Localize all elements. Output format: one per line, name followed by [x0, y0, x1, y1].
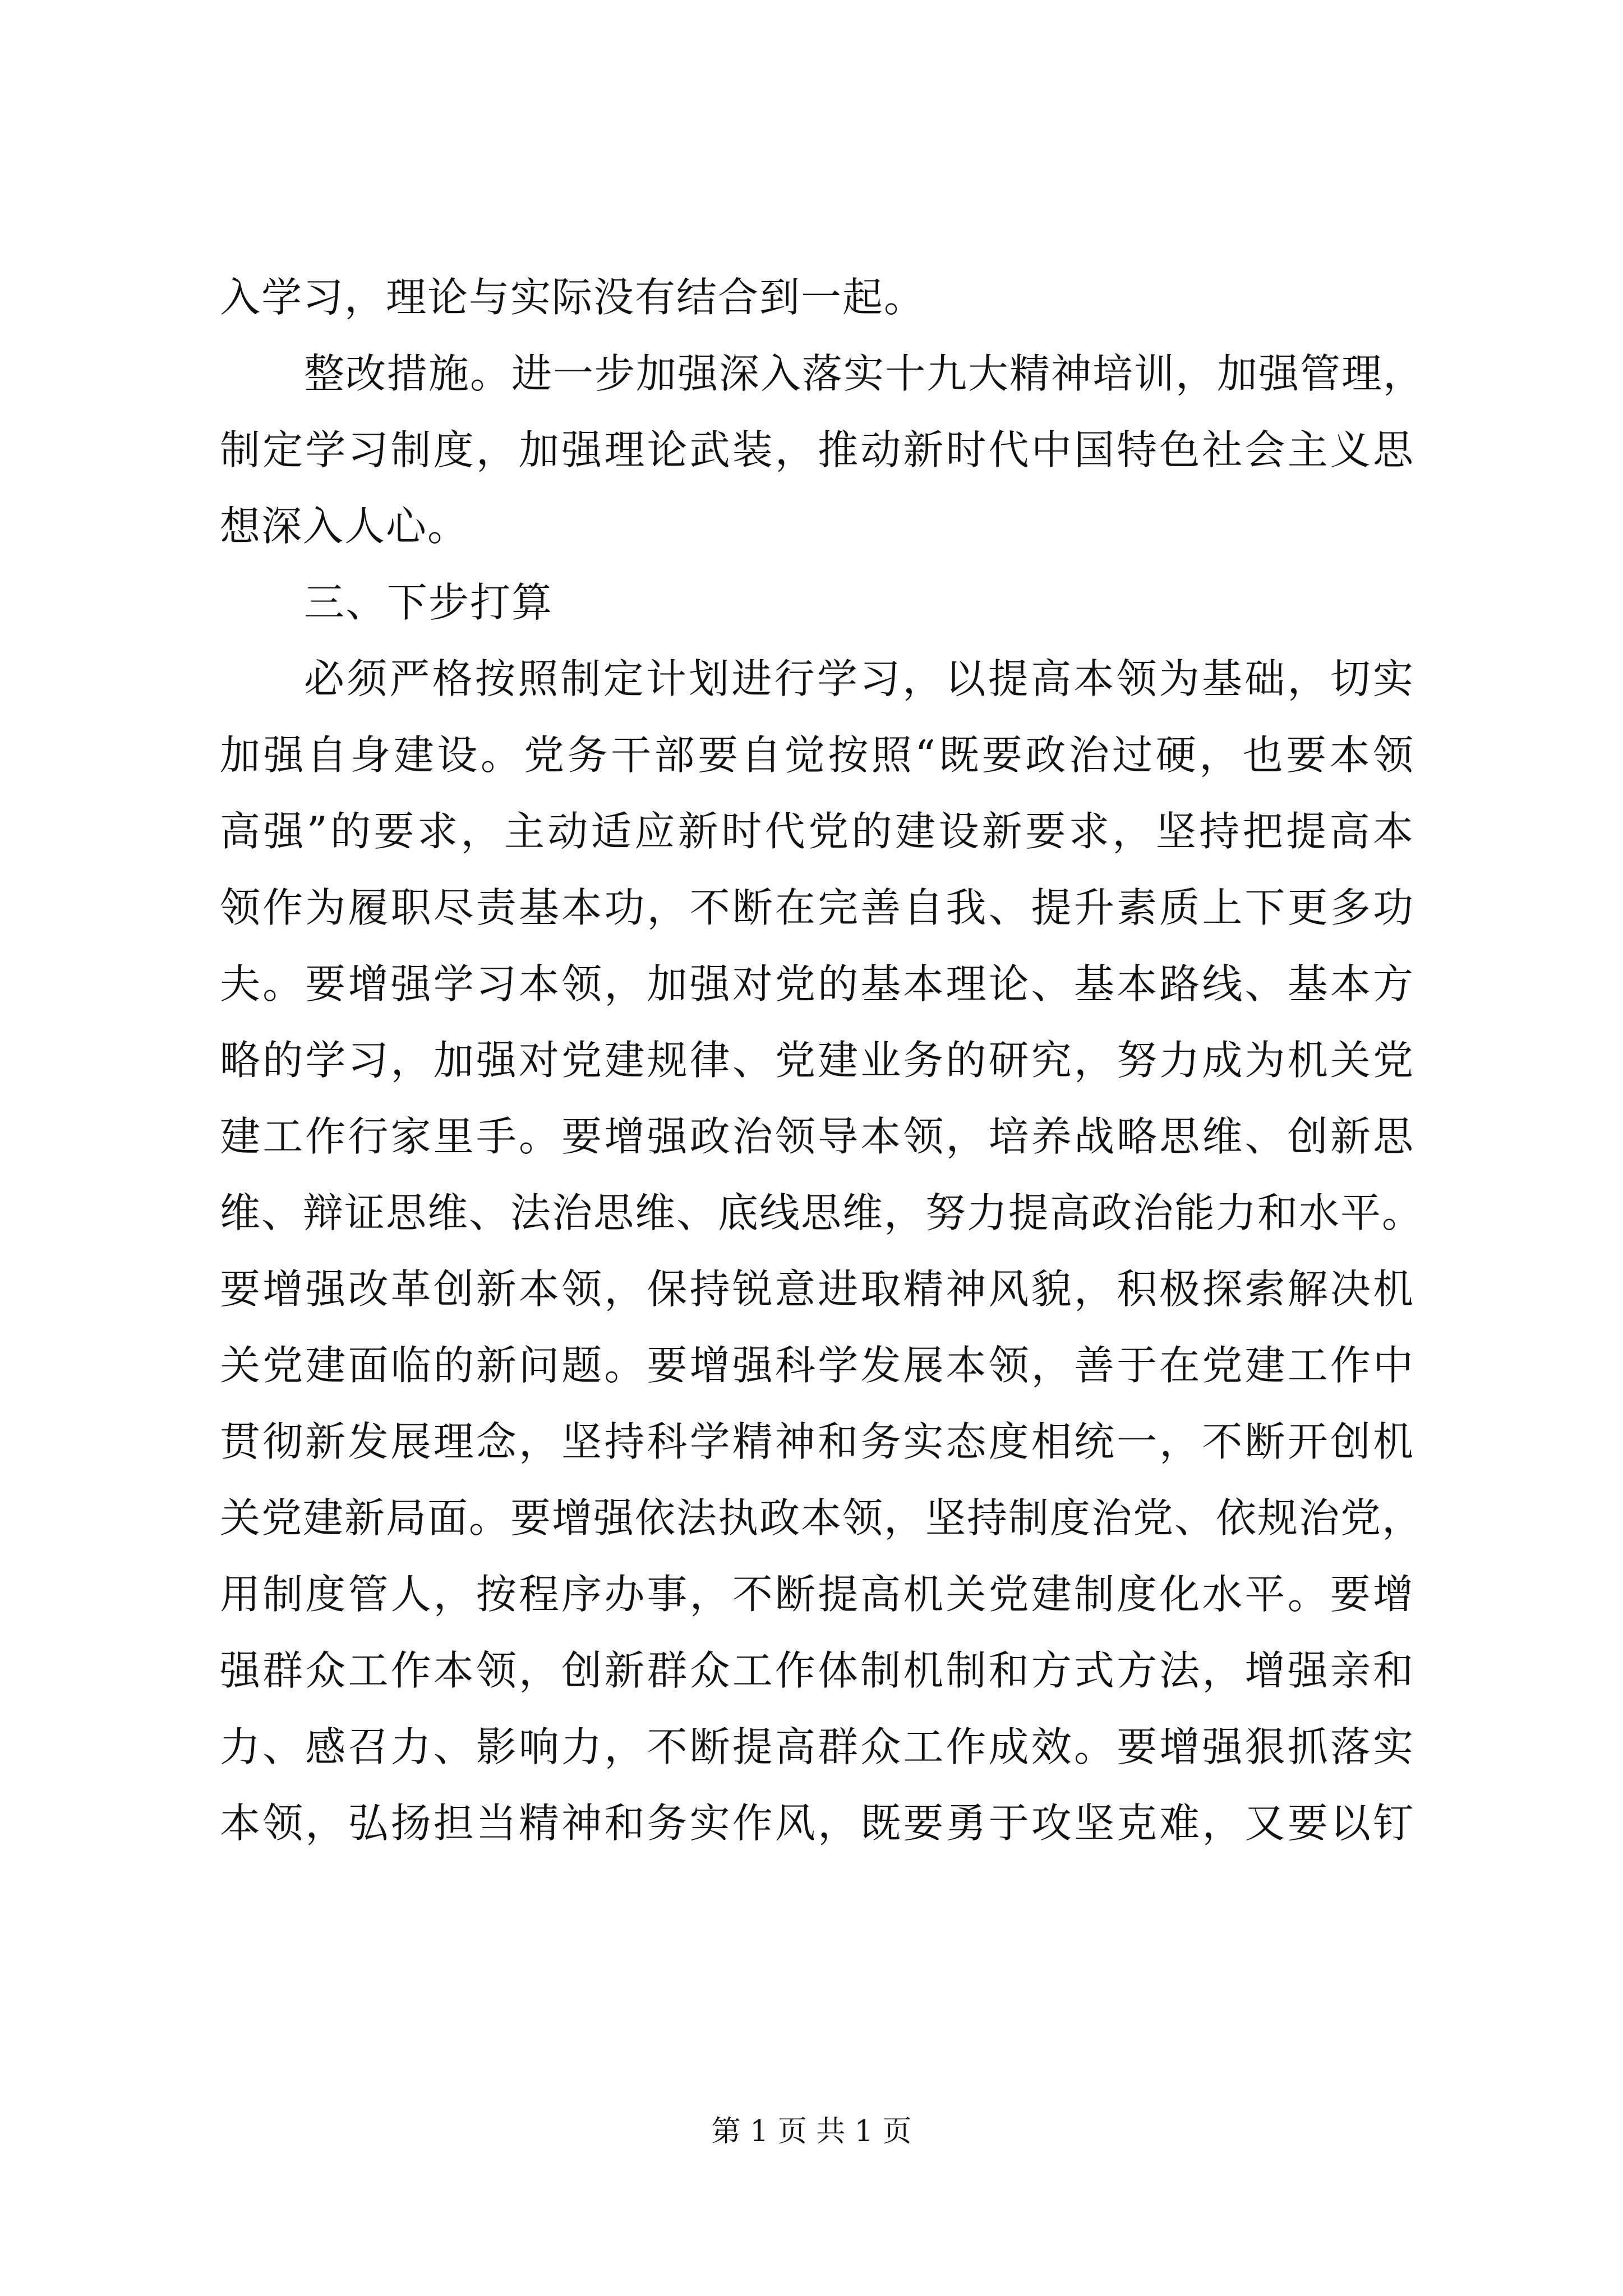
- text-line: 力、感召力、影响力，不断提高群众工作成效。要增强狠抓落实: [220, 1723, 1414, 1770]
- text-line: 强群众工作本领，创新群众工作体制机制和方式方法，增强亲和: [220, 1647, 1414, 1694]
- document-body: [220, 259, 1425, 1861]
- text-line: 用制度管人，按程序办事，不断提高机关党建制度化水平。要增: [220, 1571, 1414, 1618]
- text-line: 三、下步打算: [304, 579, 554, 626]
- text-line: 建工作行家里手。要增强政治领导本领，培养战略思维、创新思: [220, 1113, 1414, 1160]
- text-line: 关党建面临的新问题。要增强科学发展本领，善于在党建工作中: [220, 1342, 1414, 1389]
- text-line: 贯彻新发展理念，坚持科学精神和务实态度相统一，不断开创机: [220, 1418, 1414, 1465]
- text-line: 必须严格按照制定计划进行学习，以提高本领为基础，切实: [304, 655, 1414, 702]
- text-line: 高强”的要求，主动适应新时代党的建设新要求，坚持把提高本: [220, 808, 1414, 855]
- text-line: 略的学习，加强对党建规律、党建业务的研究，努力成为机关党: [220, 1037, 1414, 1084]
- page-footer: 第 1 页 共 1 页: [711, 2115, 912, 2148]
- text-line: 入学习，理论与实际没有结合到一起。: [220, 274, 926, 321]
- text-line: 制定学习制度，加强理论武装，推动新时代中国特色社会主义思: [220, 426, 1414, 473]
- text-line: 整改措施。进一步加强深入落实十九大精神培训，加强管理，: [304, 350, 1425, 397]
- text-line: 关党建新局面。要增强依法执政本领，坚持制度治党、依规治党，: [220, 1494, 1424, 1542]
- text-line: 要增强改革创新本领，保持锐意进取精神风貌，积极探索解决机: [220, 1266, 1414, 1313]
- text-line: 本领，弘扬担当精神和务实作风，既要勇于攻坚克难，又要以钉: [220, 1800, 1414, 1847]
- text-line: 夫。要增强学习本领，加强对党的基本理论、基本路线、基本方: [220, 960, 1414, 1007]
- text-line: 领作为履职尽责基本功，不断在完善自我、提升素质上下更多功: [220, 884, 1414, 931]
- text-line: 想深入人心。: [220, 503, 469, 550]
- text-line: 加强自身建设。党务干部要自觉按照“既要政治过硬，也要本领: [220, 731, 1414, 779]
- text-line: 维、辩证思维、法治思维、底线思维，努力提高政治能力和水平。: [220, 1189, 1424, 1236]
